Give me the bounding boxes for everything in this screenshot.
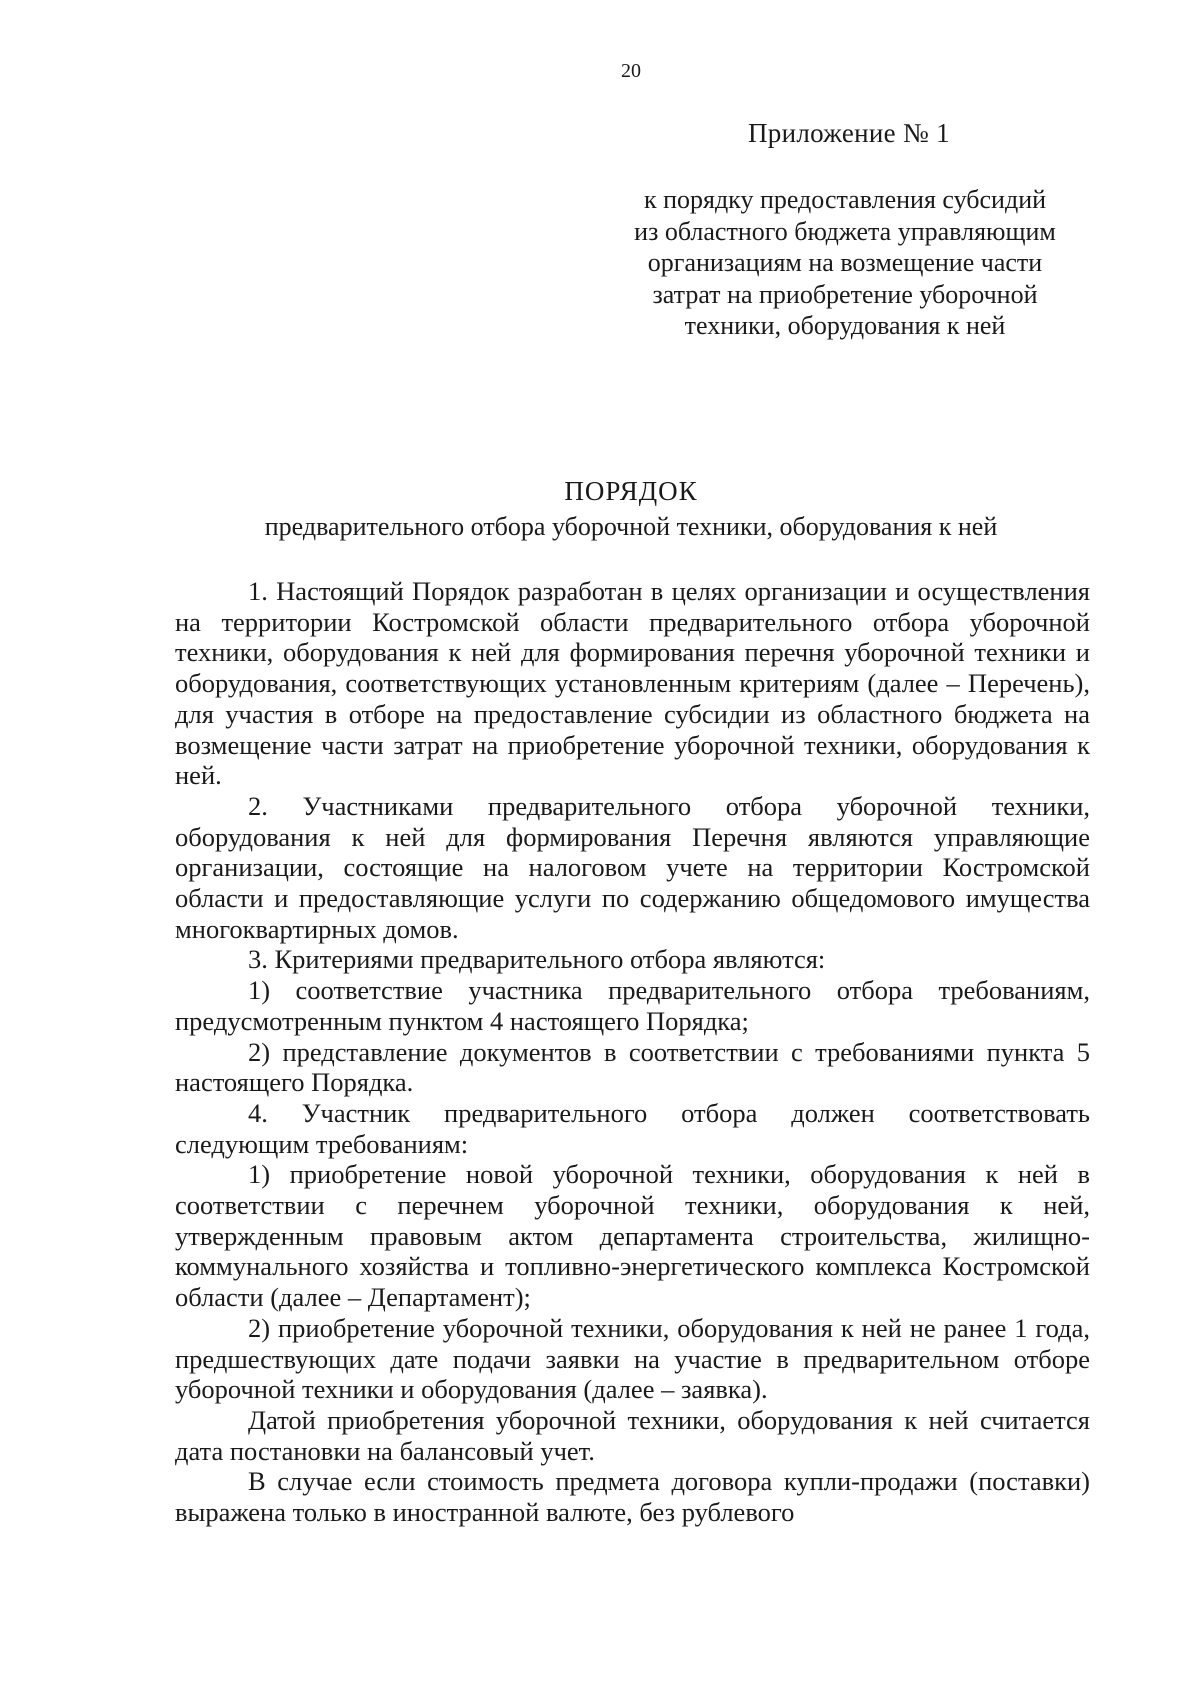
paragraph-acquisition-date: Датой приобретения уборочной техники, оборудования к ней считается дата постановки на балансовый учет. <box>175 1404 1090 1466</box>
paragraph-4-item-2: 2) приобретение уборочной техники, оборудования к ней не ранее 1 года, предшествующих дате подачи заявки на участие в предварительном отборе уборочной техники и оборудования (далее – заявка). <box>175 1312 1090 1405</box>
appendix-subtitle: к порядку предоставления субсидий из областного бюджета управляющим организациям на возмещение части затрат на приобретение уборочной техники, оборудования к ней <box>634 185 1056 340</box>
document-subtitle: предварительного отбора уборочной техники, оборудования к ней <box>264 512 998 541</box>
paragraph-3: 3. Критериями предварительного отбора являются: <box>248 944 826 975</box>
document-body <box>175 576 1090 1528</box>
document-title: ПОРЯДОК <box>564 476 698 506</box>
page-number: 20 <box>621 60 641 82</box>
appendix-title: Приложение № 1 <box>748 118 950 148</box>
paragraph-3-item-1: 1) соответствие участника предварительного отбора требованиям, предусмотренным пунктом 4 настоящего Порядка; <box>175 975 1090 1036</box>
paragraph-1: 1. Настоящий Порядок разработан в целях организации и осуществления на территории Костромской области предварительного отбора уборочной техники, оборудования к ней для формирования перечня уборочной техники и оборудования, соответствующих установленным критериям (далее – Перечень), для участия в отборе на предоставление субсидии из областного бюджета на возмещение части затрат на приобретение уборочной техники, оборудования к ней. <box>175 576 1090 791</box>
paragraph-foreign-currency: В случае если стоимость предмета договора купли-продажи (поставки) выражена только в иностранной валюте, без рублевого <box>175 1466 1090 1528</box>
paragraph-2: 2. Участниками предварительного отбора уборочной техники, оборудования к ней для формирования Перечня являются управляющие организации, состоящие на налоговом учете на территории Костромской области и предоставляющие услуги по содержанию общедомового имущества многоквартирных домов. <box>175 790 1090 944</box>
paragraph-3-item-2: 2) представление документов в соответствии с требованиями пункта 5 настоящего Порядка. <box>175 1036 1090 1098</box>
paragraph-4: 4. Участник предварительного отбора должен соответствовать следующим требованиям: <box>175 1097 1090 1159</box>
paragraph-4-item-1: 1) приобретение новой уборочной техники, оборудования к ней в соответствии с перечнем уборочной техники, оборудования к ней, утвержденным правовым актом департамента строительства, жилищно-коммунального хозяйства и топливно-энергетического комплекса Костромской области (далее – Департамент); <box>175 1159 1090 1313</box>
